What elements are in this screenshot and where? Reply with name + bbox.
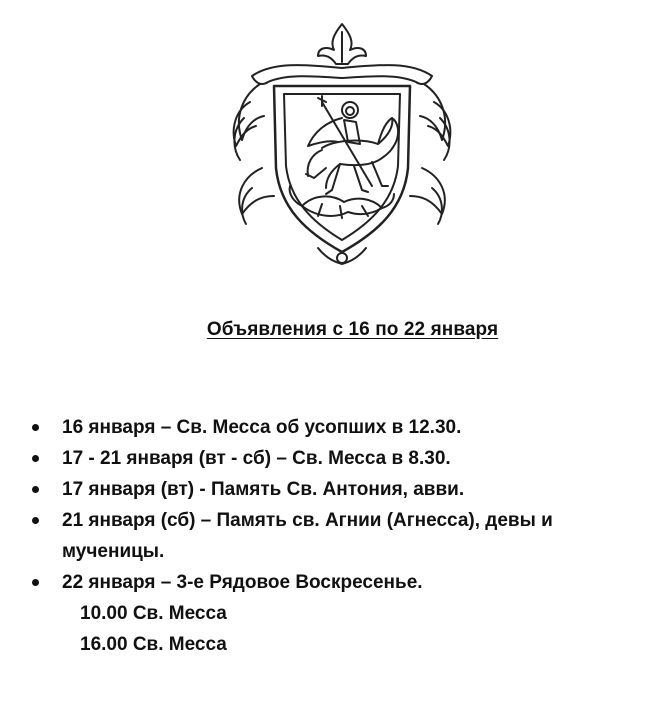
- bullet-dot-icon: [32, 424, 39, 431]
- announcement-text: 21 января (сб) – Память св. Агнии (Агнесса), девы и мученицы.: [62, 510, 553, 562]
- bullet-dot-icon: [32, 579, 39, 586]
- announcement-text: 17 января (вт) - Память Св. Антония, авви.: [62, 479, 465, 500]
- list-item: [0, 505, 655, 567]
- mass-time: 10.00 Св. Месса: [80, 603, 227, 624]
- emblem-icon: [222, 18, 462, 273]
- list-item: [0, 474, 655, 505]
- announcement-text: 22 января – 3-е Рядовое Воскресенье.: [62, 572, 423, 593]
- bullet-dot-icon: [32, 486, 39, 493]
- list-item: [0, 567, 655, 660]
- announcement-text: 17 - 21 января (вт - сб) – Св. Месса в 8.30.: [62, 448, 451, 469]
- bullet-dot-icon: [32, 455, 39, 462]
- bullet-dot-icon: [32, 517, 39, 524]
- list-item: [0, 443, 655, 474]
- announcement-list: [0, 412, 655, 660]
- page-title: Объявления с 16 по 22 января: [206, 319, 499, 340]
- announcement-text: 16 января – Св. Месса об усопших в 12.30.: [62, 417, 462, 438]
- list-item: [0, 412, 655, 443]
- mass-time: 16.00 Св. Месса: [80, 634, 227, 655]
